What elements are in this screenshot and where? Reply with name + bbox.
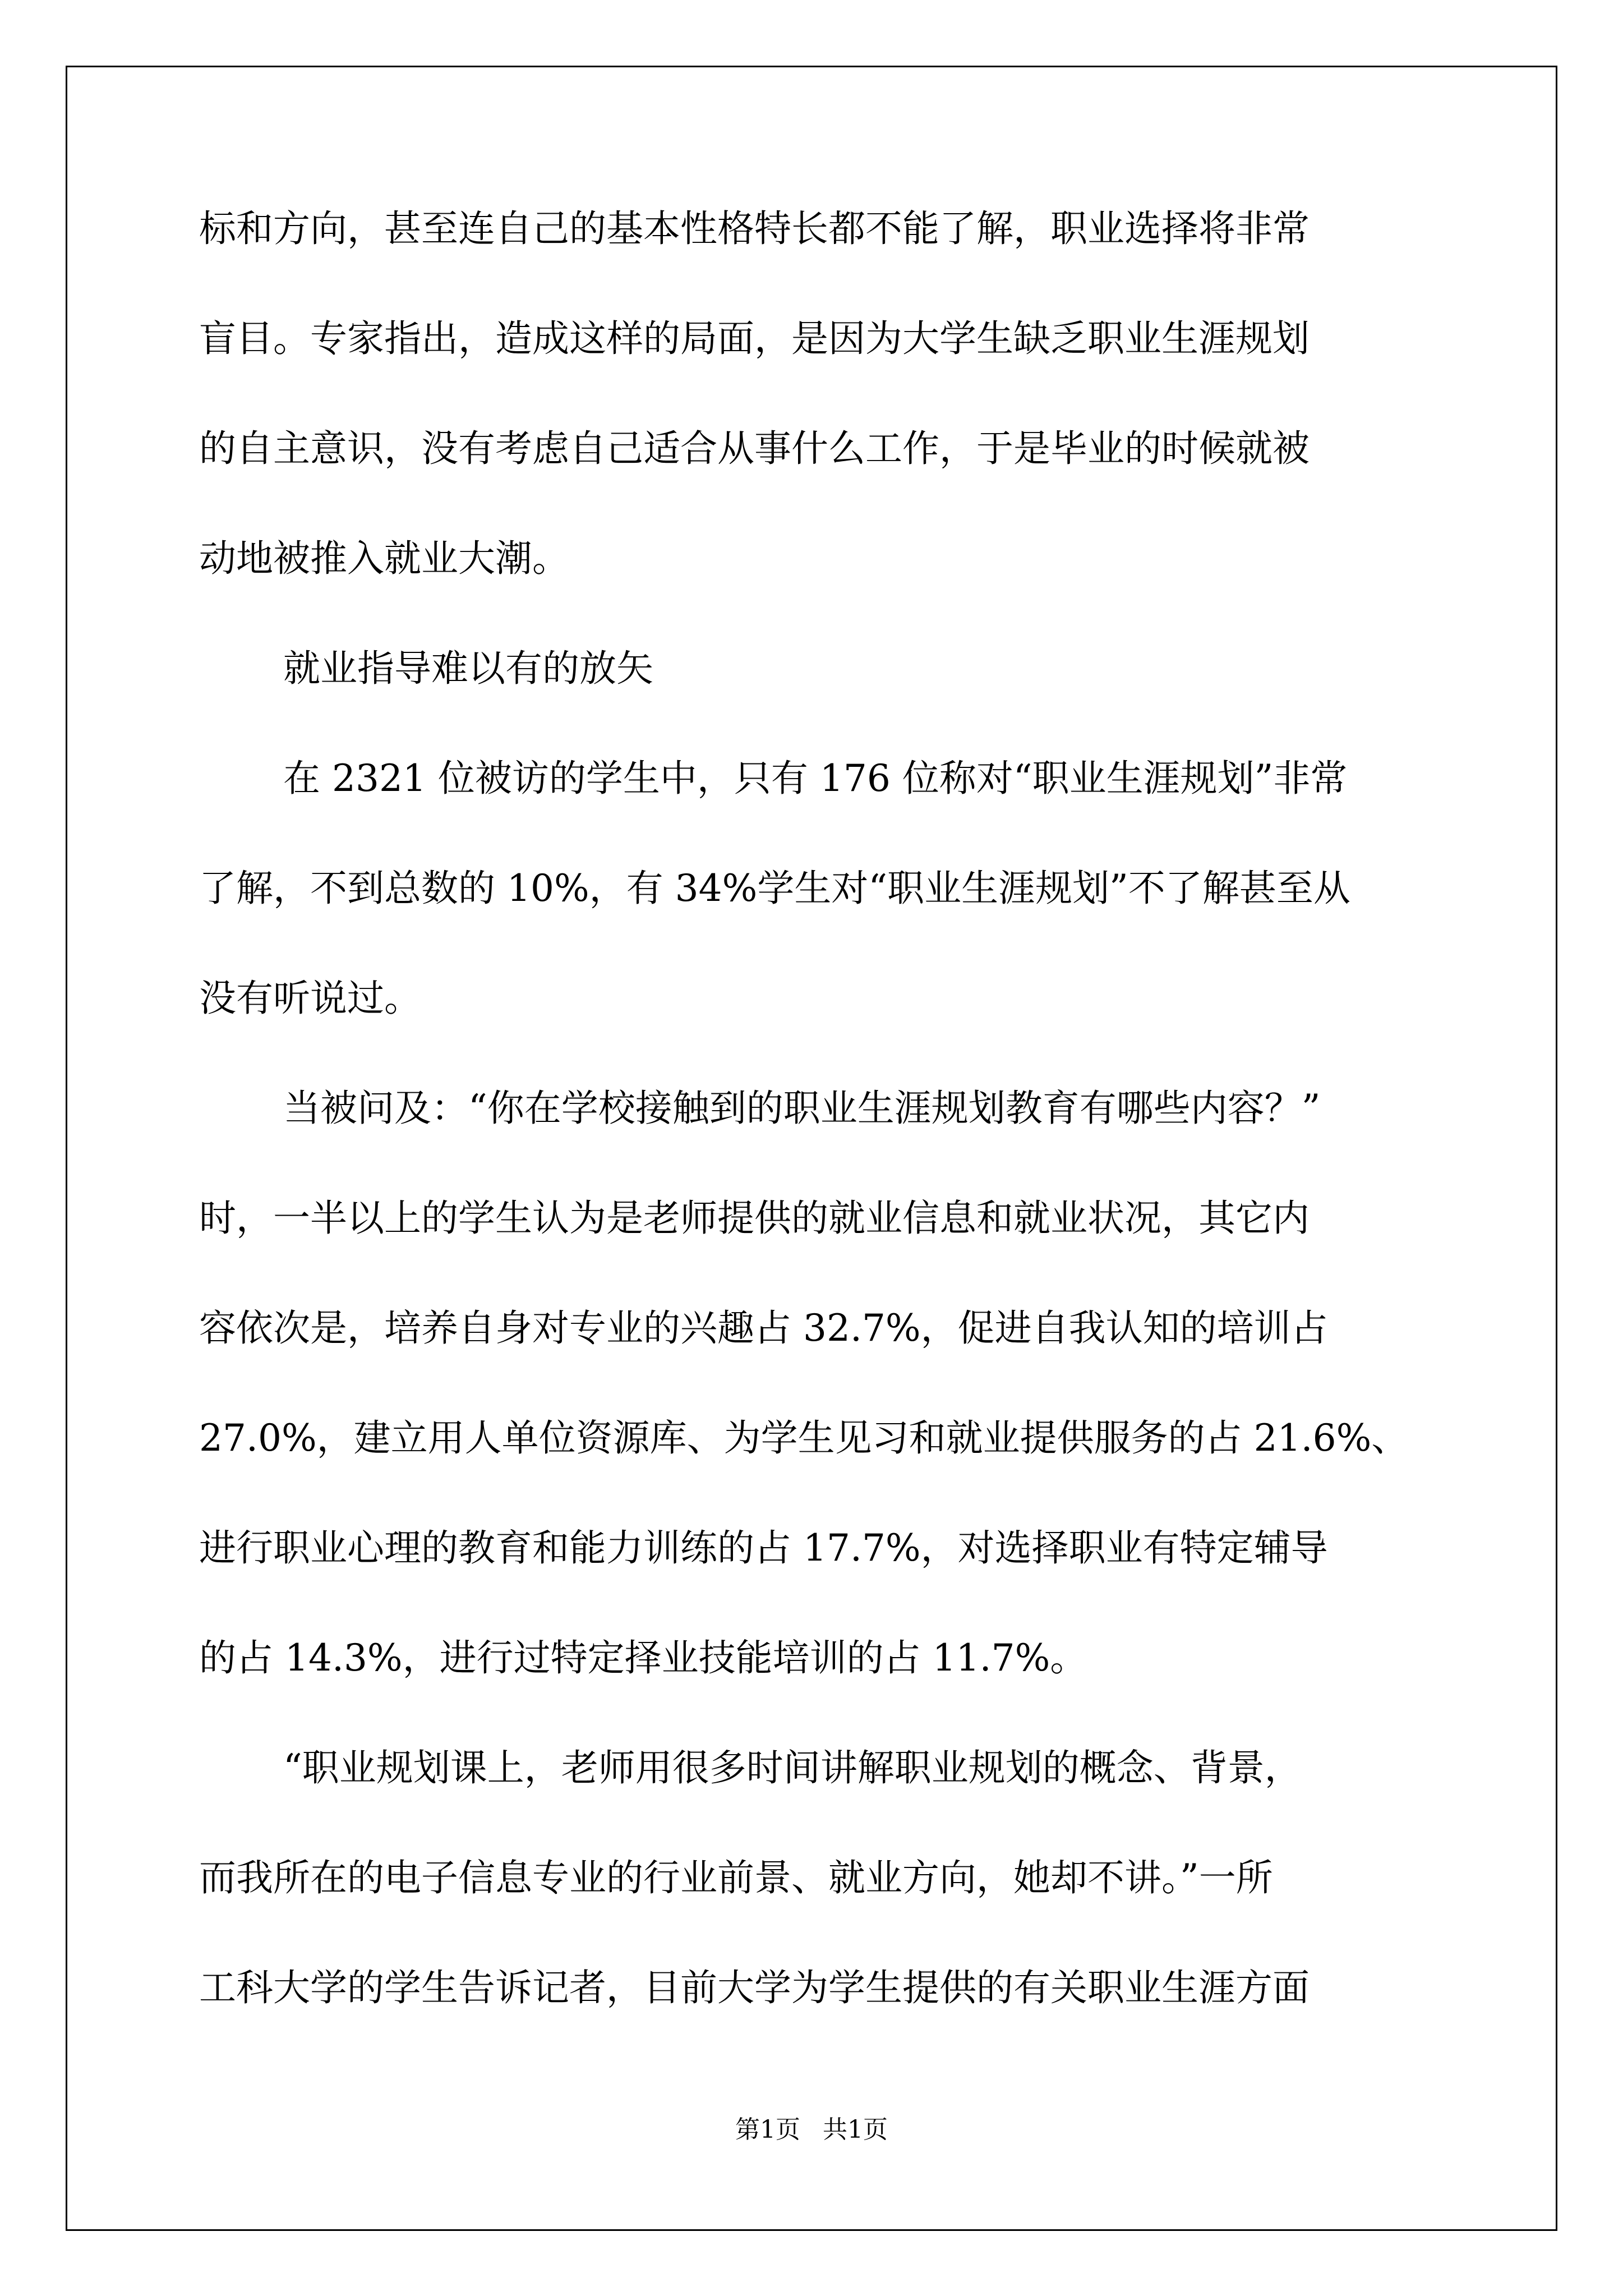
text-line: 27.0%，建立用人单位资源库、为学生见习和就业提供服务的占 21.6%、 [199, 1416, 1409, 1460]
text-line: 盲目。专家指出，造成这样的局面，是因为大学生缺乏职业生涯规划 [199, 317, 1310, 360]
text-line: 的自主意识，没有考虑自己适合从事什么工作，于是毕业的时候就被 [199, 427, 1310, 470]
text-line: 进行职业心理的教育和能力训练的占 17.7%，对选择职业有特定辅导 [199, 1526, 1328, 1570]
text-line: 工科大学的学生告诉记者，目前大学为学生提供的有关职业生涯方面 [199, 1966, 1310, 2009]
text-line: “职业规划课上，老师用很多时间讲解职业规划的概念、背景， [283, 1746, 1302, 1789]
page-total: 共1页 [823, 2115, 888, 2144]
text-line: 时，一半以上的学生认为是老师提供的就业信息和就业状况，其它内 [199, 1197, 1310, 1240]
text-line: 了解，不到总数的 10%，有 34%学生对“职业生涯规划”不了解甚至从 [199, 867, 1350, 910]
text-line: 没有听说过。 [199, 977, 421, 1020]
section-heading: 就业指导难以有的放矢 [283, 647, 653, 690]
text-line: 在 2321 位被访的学生中，只有 176 位称对“职业生涯规划”非常 [283, 757, 1348, 800]
text-line: 当被问及：“你在学校接触到的职业生涯规划教育有哪些内容？” [283, 1087, 1321, 1130]
text-line: 的占 14.3%，进行过特定择业技能培训的占 11.7%。 [199, 1636, 1087, 1680]
text-line: 动地被推入就业大潮。 [199, 537, 569, 580]
text-line: 而我所在的电子信息专业的行业前景、就业方向，她却不讲。”一所 [199, 1856, 1273, 1899]
text-line: 容依次是，培养自身对专业的兴趣占 32.7%，促进自我认知的培训占 [199, 1306, 1328, 1350]
page-border [66, 66, 1557, 2231]
text-line: 标和方向，甚至连自己的基本性格特长都不能了解，职业选择将非常 [199, 207, 1310, 250]
page-footer [0, 2109, 1623, 2145]
page-number: 第1页 [735, 2115, 800, 2144]
